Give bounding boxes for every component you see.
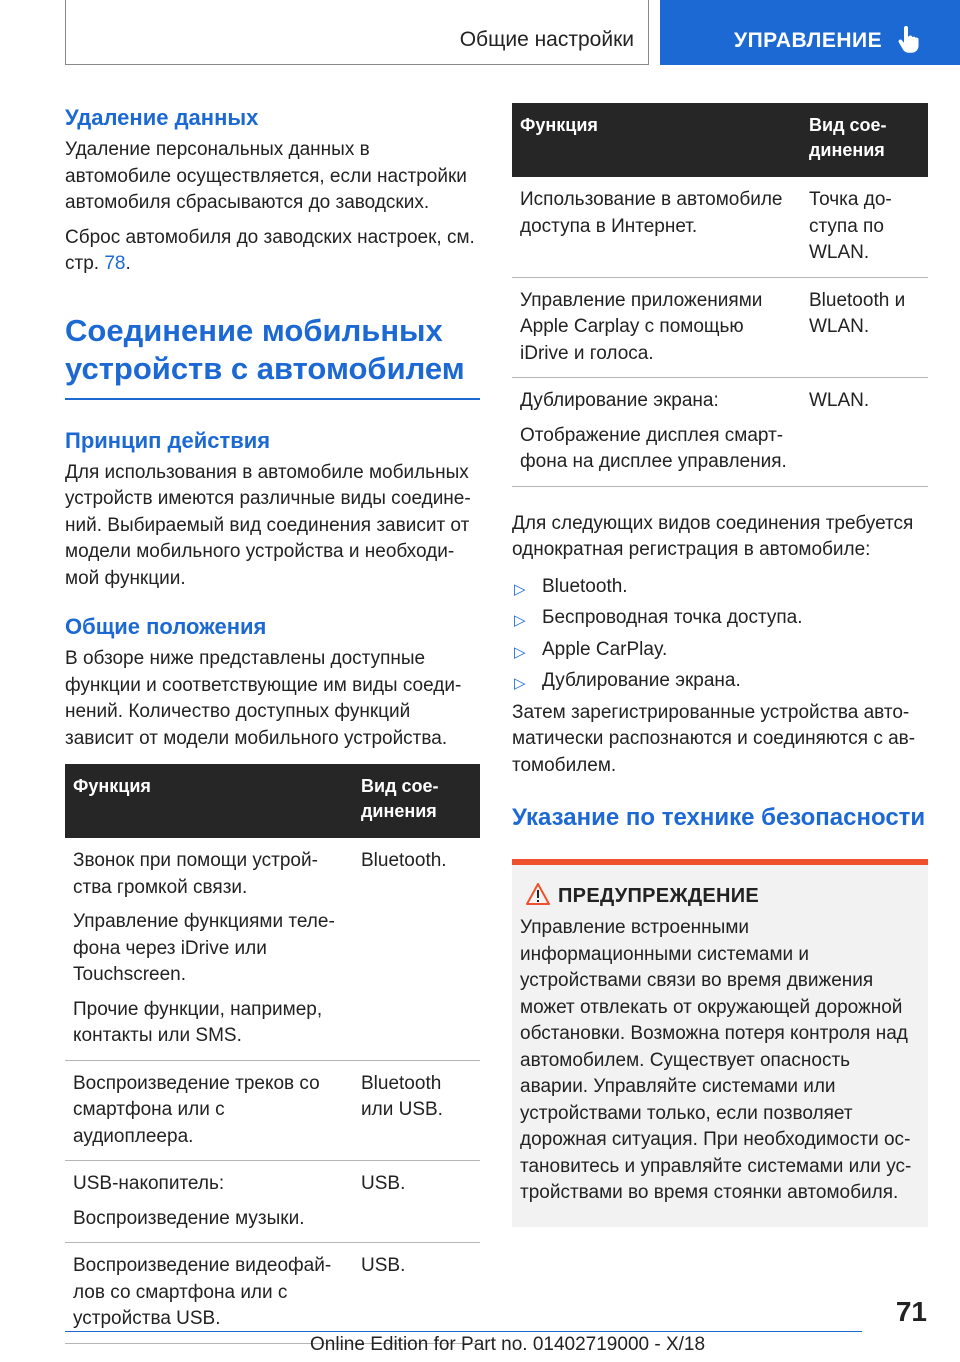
factory-reset-text: Сброс автомобиля до заводских настроек, см. стр. [65, 226, 475, 274]
list-item: ▷ Apple CarPlay. [512, 637, 928, 664]
table-row [65, 838, 480, 1060]
cell-connection: Точка доступа по WLAN. [801, 177, 928, 277]
table-row [512, 177, 928, 277]
list-item: ▷ Bluetooth. [512, 574, 928, 601]
warning-box [512, 859, 928, 1227]
column-header-function: Функция [65, 764, 353, 838]
warning-text: Управление встроенными информационными системами и устройствами связи во время движения может отвлекать от окружающей дорожной обстановки. Возможна потеря контроля над автомобилем. Существует опасность аварии. Управляйте системами или устройствами только, если позволяет дорожная ситуация. При необходимости остановитесь и управляйте системами или устройствами во время стоянки автомобиля. [520, 917, 912, 1203]
right-column [512, 103, 928, 1227]
cell-function: Звонок при помощи устройства громкой связи. [73, 850, 318, 898]
cell-connection: Bluetooth и WLAN. [801, 277, 928, 378]
cell-function: Прочие функции, например, контакты или SMS. [73, 998, 323, 1046]
table-row [65, 1060, 480, 1161]
cell-function: Использование в автомобиле доступа в Интернет. [520, 189, 783, 237]
heading-data-deletion: Удаление данных [65, 105, 259, 130]
table-row [65, 1161, 480, 1243]
tab-controls[interactable] [660, 0, 960, 65]
column-header-connection: Вид соединения [353, 764, 480, 838]
heading-general: Общие положения [65, 614, 267, 639]
section-title: Общие настройки [459, 28, 634, 51]
page-link-78[interactable]: 78 [104, 253, 126, 274]
table-row [512, 277, 928, 378]
paragraph-registration: Для следующих видов соединения требуется однократная регистрация в автомобиле: [512, 512, 914, 560]
functions-table-left [65, 764, 480, 1344]
left-column [65, 103, 480, 1344]
connection-list [512, 574, 928, 695]
cell-connection: USB. [353, 1243, 480, 1344]
hand-pointer-icon [896, 26, 920, 54]
cell-function: Дублирование экрана: [520, 390, 719, 411]
cell-function: Воспроизведение видеофайлов со смартфона или с устройства USB. [73, 1255, 332, 1329]
header-section-box [65, 0, 649, 65]
table-row [65, 1243, 480, 1344]
heading-underline [65, 398, 480, 400]
paragraph-data-deletion: Удаление персональных данных в автомобиле осуществляется, если настройки автомобиля сбрасываются до заводских. [65, 139, 467, 213]
warning-title: ПРЕДУПРЕЖДЕНИЕ [520, 883, 920, 909]
cell-function: Управление приложениями Apple Carplay с помощью iDrive и голоса. [520, 289, 763, 364]
list-item: ▷ Беспроводная точка доступа. [512, 605, 928, 632]
heading-safety: Указание по технике безопасности [512, 804, 926, 831]
table-row [512, 378, 928, 487]
factory-reset-end: . [125, 253, 131, 274]
bullet-triangle-icon: ▷ [514, 612, 526, 629]
footer-rule [65, 1331, 862, 1332]
bullet-triangle-icon: ▷ [514, 675, 526, 692]
cell-connection: WLAN. [801, 378, 928, 487]
functions-table-right [512, 103, 928, 487]
cell-function: Воспроизведение треков со смартфона или с аудиоплеера. [73, 1072, 320, 1147]
list-item: ▷ Дублирование экрана. [512, 668, 928, 695]
tab-label: УПРАВЛЕНИЕ [734, 29, 883, 52]
heading-principle: Принцип действия [65, 427, 271, 453]
cell-function: Отображение дисплея смартфона на дисплее управления. [520, 424, 787, 472]
edition-text: Online Edition for Part no. 01402719000 - X/18 [310, 1334, 706, 1355]
cell-function: Воспроизведение музыки. [73, 1207, 305, 1229]
bullet-triangle-icon: ▷ [514, 643, 526, 661]
table-header-row [65, 764, 480, 838]
cell-function: USB-накопитель: [73, 1173, 225, 1194]
cell-connection: Bluetooth. [353, 838, 480, 1060]
paragraph-factory-reset [65, 225, 480, 278]
heading-mobile-devices: Соединение мобильных устройств с автомобилем [65, 312, 465, 386]
warning-triangle-icon [526, 883, 550, 905]
paragraph-general: В обзоре ниже представлены доступные функции и соответствующие им виды соединений. Количество доступных функций зависит от модели мобильного устройства. [65, 648, 462, 749]
table-header-row [512, 103, 928, 177]
cell-function: Управление функциями телефона через iDrive или Touchscreen. [73, 911, 335, 985]
paragraph-auto-connect: Затем зарегистрированные устройства автоматически распознаются и соединяются с автомобилем. [512, 701, 916, 776]
cell-connection: USB. [353, 1161, 480, 1243]
column-header-connection: Вид соединения [801, 103, 928, 177]
page-number: 71 [895, 1296, 927, 1327]
bullet-triangle-icon: ▷ [514, 580, 526, 598]
column-header-function: Функция [512, 103, 801, 177]
paragraph-principle: Для использования в автомобиле мобильных устройств имеются различные виды соединений. Выбираемый вид соединения зависит от модели мобильного устройства и необходимой функции. [65, 461, 471, 589]
cell-connection: Bluetooth или USB. [353, 1060, 480, 1161]
